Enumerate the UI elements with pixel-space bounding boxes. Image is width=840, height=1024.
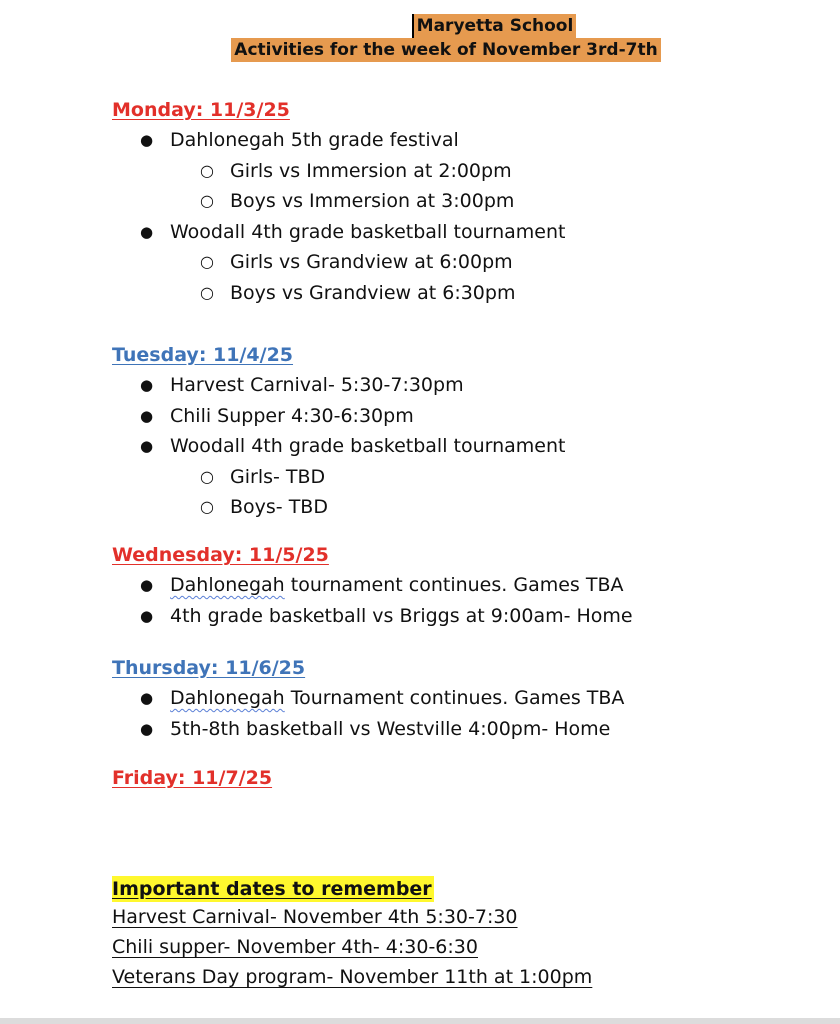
list-item: ● Dahlonegah Tournament continues. Games TBA [112,683,812,714]
list-subitem: ○ Girls- TBD [170,462,812,493]
day-heading-monday: Monday: 11/3/25 [112,99,290,121]
week-subtitle: Activities for the week of November 3rd-7th [231,38,660,62]
spellcheck-word[interactable]: Dahlonegah [170,687,285,709]
important-dates-title: Important dates to remember [112,878,432,900]
list-item: ● Woodall 4th grade basketball tournament ○ Girls- TBD ○ Boys- TBD [112,431,812,523]
document-header [0,14,840,62]
day-heading-friday: Friday: 11/7/25 [112,767,273,789]
wednesday-section [112,542,812,631]
spellcheck-word[interactable]: Dahlonegah [170,574,285,596]
list-subitem: ○ Boys- TBD [170,492,812,523]
school-name: Maryetta School [412,14,577,38]
thursday-section [112,655,812,744]
list-item: ● Chili Supper 4:30-6:30pm [112,401,812,432]
important-dates [112,876,592,992]
monday-section [112,97,812,308]
list-item: ● Dahlonegah tournament continues. Games TBA [112,570,812,601]
list-item: ● 4th grade basketball vs Briggs at 9:00am- Home [112,601,812,632]
list-item: ● Harvest Carnival- 5:30-7:30pm [112,370,812,401]
day-heading-thursday: Thursday: 11/6/25 [112,657,306,679]
list-subitem: ○ Girls vs Grandview at 6:00pm [170,247,812,278]
day-heading-tuesday: Tuesday: 11/4/25 [112,344,294,366]
list-subitem: ○ Girls vs Immersion at 2:00pm [170,156,812,187]
list-item: ● Dahlonegah 5th grade festival ○ Girls vs Immersion at 2:00pm ○ Boys vs Immersion at 3:00pm [112,125,812,217]
list-item: ● 5th-8th basketball vs Westville 4:00pm- Home [112,714,812,745]
important-date-item: Harvest Carnival- November 4th 5:30-7:30 [112,906,518,928]
tuesday-section [112,342,812,523]
list-subitem: ○ Boys vs Grandview at 6:30pm [170,278,812,309]
day-heading-wednesday: Wednesday: 11/5/25 [112,544,329,566]
important-date-item: Veterans Day program- November 11th at 1:00pm [112,966,593,988]
important-date-item: Chili supper- November 4th- 4:30-6:30 [112,936,478,958]
list-item: ● Woodall 4th grade basketball tournament ○ Girls vs Grandview at 6:00pm ○ Boys vs Grandview at 6:30pm [112,217,812,309]
list-subitem: ○ Boys vs Immersion at 3:00pm [170,186,812,217]
page-bottom-edge [0,1018,840,1024]
friday-section [112,765,812,791]
